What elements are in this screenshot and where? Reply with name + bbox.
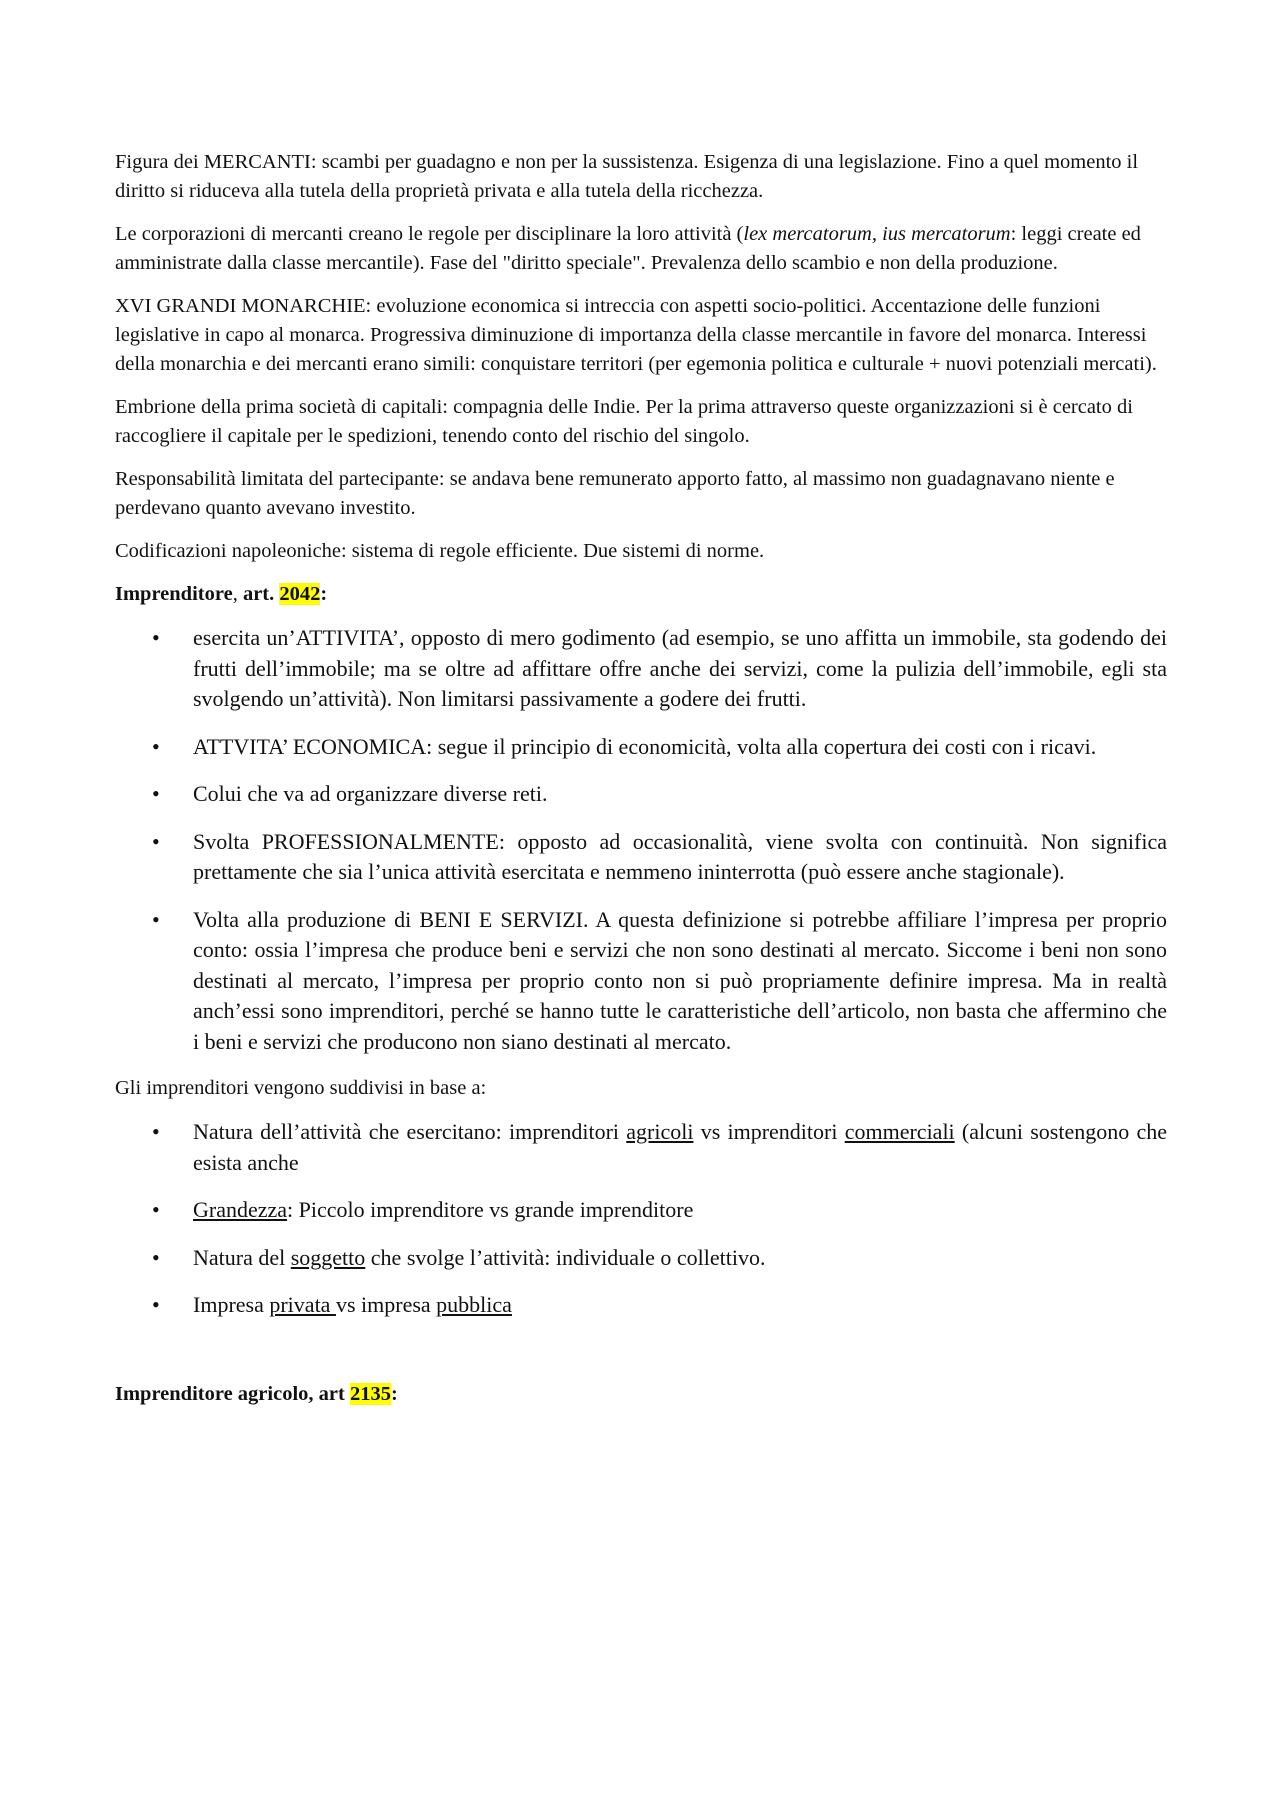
paragraph-monarchie: XVI GRANDI MONARCHIE: evoluzione economica si intreccia con aspetti socio-politici. Accentazione delle funzioni legislative in capo al monarca. Progressiva diminuzione di importanza della classe mercantile in favore del monarca. Interessi della monarchia e dei mercanti erano simili: conquistare territori (per egemonia politica e culturale + nuovi potenziali mercati). <box>115 295 1157 375</box>
list-item <box>115 1195 1167 1226</box>
bullet-icon: • <box>152 1244 160 1270</box>
highlighted-article-number: 2042 <box>279 583 321 605</box>
bullet-icon: • <box>152 781 160 806</box>
bullet-list-suddivisione <box>115 1117 1167 1321</box>
paragraph-embrione: Embrione della prima società di capitali: compagnia delle Indie. Per la prima attraverso queste organizzazioni si è cercato di raccogliere il capitale per le spedizioni, tenendo conto del rischio del singolo. <box>115 396 1133 447</box>
list-item <box>115 827 1167 888</box>
text-segment: che svolge l’attività: individuale o collettivo. <box>365 1244 766 1270</box>
text-segment: vs impresa <box>335 1292 437 1317</box>
list-item <box>115 732 1167 763</box>
bullet-icon: • <box>152 733 160 759</box>
text-segment: Le corporazioni di mercanti creano le regole per disciplinare la loro attività ( <box>115 223 744 245</box>
list-item <box>115 1243 1167 1274</box>
list-item-text: Colui che va ad organizzare diverse reti. <box>193 781 548 806</box>
text-segment: vs imprenditori <box>693 1119 845 1144</box>
bullet-icon: • <box>152 1119 160 1144</box>
text-segment: : leggi create ed amministrate dalla classe mercantile). Fase del "diritto speciale". Prevalenza dello scambio e non della produzione. <box>115 223 1141 274</box>
paragraph-corporazioni <box>115 220 1167 278</box>
list-item <box>115 1117 1167 1178</box>
heading-colon: : <box>320 583 328 605</box>
underlined-term: pubblica <box>436 1292 512 1317</box>
highlighted-article-number: 2135 <box>349 1382 391 1405</box>
heading-imprenditore-agricolo <box>115 1380 1167 1409</box>
bullet-icon: • <box>152 828 160 854</box>
underlined-term: agricoli <box>626 1119 694 1144</box>
list-item <box>115 1290 1167 1321</box>
text-segment: : Piccolo imprenditore vs grande imprenditore <box>287 1197 694 1222</box>
vertical-spacer <box>115 1338 1167 1380</box>
paragraph-suddivisione: Gli imprenditori vengono suddivisi in base a: <box>115 1077 487 1099</box>
heading-colon: : <box>390 1382 398 1405</box>
bullet-list-imprenditore <box>115 623 1167 1057</box>
bullet-icon: • <box>152 1197 160 1222</box>
text-segment: Natura del <box>193 1244 291 1270</box>
list-item-text: Svolta PROFESSIONALMENTE: opposto ad occasionalità, viene svolta con continuità. Non significa prettamente che sia l’unica attività esercitata e nemmeno ininterrotta (può essere anche stagionale). <box>193 828 1167 884</box>
bullet-icon: • <box>152 625 160 650</box>
heading-imprenditore <box>115 580 1167 609</box>
list-item <box>115 623 1167 715</box>
heading-label: Imprenditore agricolo, art <box>115 1382 350 1405</box>
list-item <box>115 779 1167 810</box>
paragraph-mercanti: Figura dei MERCANTI: scambi per guadagno e non per la sussistenza. Esigenza di una legislazione. Fino a quel momento il diritto si riduceva alla tutela della proprietà privata e alla tutela della ricchezza. <box>115 151 1139 202</box>
list-item <box>115 905 1167 1058</box>
underlined-term: commerciali <box>844 1119 955 1144</box>
list-item-text: esercita un’ATTIVITA’, opposto di mero godimento (ad esempio, se uno affitta un immobile, sta godendo dei frutti dell’immobile; ma se oltre ad affittare offre anche dei servizi, come la pulizia dell’immobile, egli sta svolgendo un’attività). Non limitarsi passivamente a godere dei frutti. <box>193 625 1167 711</box>
text-segment: (alcuni sostengono che esista anche <box>193 1119 1167 1175</box>
underlined-term: soggetto <box>290 1244 366 1270</box>
text-segment: Natura dell’attività che esercitano: imprenditori <box>193 1119 627 1144</box>
document-page <box>115 148 1167 1423</box>
list-item-text: ATTVITA’ ECONOMICA: segue il principio di economicità, volta alla copertura dei costi con i ricavi. <box>193 733 1097 759</box>
text-segment: Impresa <box>193 1292 270 1317</box>
underlined-term: Grandezza <box>193 1197 288 1222</box>
paragraph-codificazioni: Codificazioni napoleoniche: sistema di regole efficiente. Due sistemi di norme. <box>115 540 765 562</box>
paragraph-responsabilita: Responsabilità limitata del partecipante: se andava bene remunerato apporto fatto, al massimo non guadagnavano niente e perdevano quanto avevano investito. <box>115 468 1115 519</box>
list-item-text: Volta alla produzione di BENI E SERVIZI. A questa definizione si potrebbe affiliare l’impresa per proprio conto: ossia l’impresa che produce beni e servizi che non sono destinati al mercato. Siccome i beni non sono destinati al mercato, l’impresa per proprio conto non si può propriamente definire impresa. Ma in realtà anch’essi sono imprenditori, perché se hanno tutte le caratteristiche dell’articolo, non basta che affermino che i beni e servizi che producono non siano destinati al mercato. <box>193 906 1167 1054</box>
underlined-term: privata <box>269 1292 336 1317</box>
heading-label: Imprenditore <box>115 583 233 605</box>
heading-separator: , <box>232 583 243 605</box>
bullet-icon: • <box>152 906 160 932</box>
italic-latin-terms: lex mercatorum, ius mercatorum <box>743 223 1011 245</box>
heading-art: art. <box>242 583 280 605</box>
bullet-icon: • <box>152 1292 160 1317</box>
